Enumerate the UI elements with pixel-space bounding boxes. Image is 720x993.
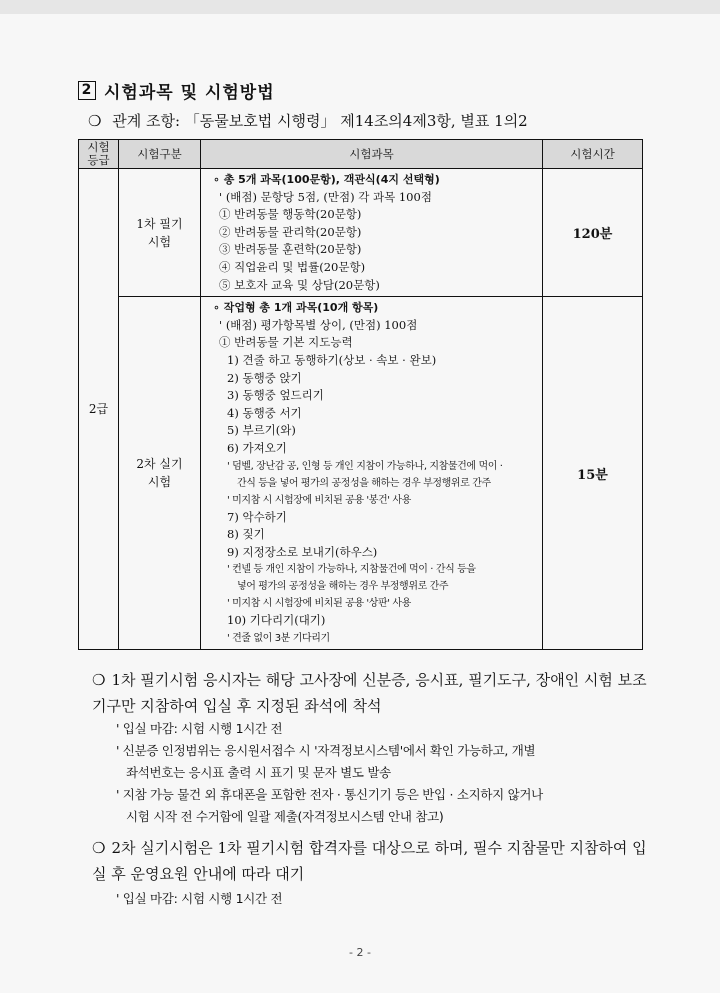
circle-bullet-icon: ❍ xyxy=(88,112,102,130)
subjects-cell xyxy=(201,297,543,650)
subject-line: 10) 기다리기(대기) xyxy=(227,613,326,628)
table-header-row xyxy=(79,140,643,169)
exam-type-cell: 1차 필기시험 xyxy=(119,169,201,297)
note-practical-exam xyxy=(92,835,652,887)
reference-text: 관계 조항: 「동물보호법 시행령」 제14조의4제3항, 별표 1의2 xyxy=(112,112,528,130)
subnote-line: ' 입실 마감: 시험 시행 1시간 전 xyxy=(116,891,283,906)
header-type: 시험구분 xyxy=(119,140,201,169)
subnote-line: ' 지참 가능 물건 외 휴대폰을 포함한 전자 · 통신기기 등은 반입 · 소지하지 않거나 xyxy=(116,787,543,802)
section-title xyxy=(78,78,275,103)
subject-line: ① 반려동물 행동학(20문항) xyxy=(219,207,362,222)
subject-line: ' 컨넬 등 개인 지참이 가능하나, 지참물건에 먹이 · 간식 등을 xyxy=(227,564,476,576)
subject-line: 간식 등을 넣어 평가의 공정성을 해하는 경우 부정행위로 간주 xyxy=(237,477,491,489)
subnotes-written-exam xyxy=(116,718,656,828)
circle-bullet-icon: ❍ xyxy=(92,839,106,857)
subject-line: 2) 동행중 앉기 xyxy=(227,370,302,385)
subject-line: ' 덤벨, 장난감 공, 인형 등 개인 지참이 가능하나, 지참물건에 먹이 · xyxy=(227,460,503,472)
top-edge xyxy=(0,0,720,14)
subject-line: 7) 악수하기 xyxy=(227,509,287,524)
note-text: 2차 실기시험은 1차 필기시험 합격자를 대상으로 하며, 필수 지참물만 지참하여 입실 후 운영요원 안내에 따라 대기 xyxy=(92,839,647,883)
subject-line: ∘ 총 5개 과목(100문항), 객관식(4지 선택형) xyxy=(213,173,440,186)
note-written-exam xyxy=(92,667,652,719)
subject-line: 9) 지정장소로 보내기(하우스) xyxy=(227,544,378,559)
subject-line: ∘ 작업형 총 1개 과목(10개 항목) xyxy=(213,301,379,315)
table-row xyxy=(79,169,643,297)
subject-line: 4) 동행중 서기 xyxy=(227,405,302,420)
subject-line: ' 견줄 없이 3분 기다리기 xyxy=(227,632,330,644)
subject-line: 6) 가져오기 xyxy=(227,440,287,455)
subject-line: 8) 짖기 xyxy=(227,527,265,542)
page-number: - 2 - xyxy=(349,946,371,959)
subnotes-practical-exam xyxy=(116,888,656,910)
header-grade: 시험등급 xyxy=(79,140,119,169)
section-title-text: 시험과목 및 시험방법 xyxy=(104,83,275,103)
subject-line: ① 반려동물 기본 지도능력 xyxy=(219,335,353,350)
subject-line: ④ 직업윤리 및 법률(20문항) xyxy=(219,259,366,274)
subject-line: ② 반려동물 관리학(20문항) xyxy=(219,224,362,239)
subnote-line: ' 신분증 인정범위는 응시원서접수 시 '자격정보시스템'에서 확인 가능하고, 개별 xyxy=(116,743,536,758)
subject-line: ' 미지참 시 시험장에 비치된 공용 '봉건' 사용 xyxy=(227,494,411,506)
subnote-line: 좌석번호는 응시표 출력 시 표기 및 문자 별도 발송 xyxy=(126,765,391,780)
note-text: 1차 필기시험 응시자는 해당 고사장에 신분증, 응시표, 필기도구, 장애인 시험 보조기구만 지참하여 입실 후 지정된 좌석에 착석 xyxy=(92,671,647,715)
section-number: 2 xyxy=(78,81,96,100)
header-subjects: 시험과목 xyxy=(201,140,543,169)
subject-line: 1) 견줄 하고 동행하기(상보 · 속보 · 완보) xyxy=(227,352,437,367)
subject-line: ' 미지참 시 시험장에 비치된 공용 '상판' 사용 xyxy=(227,598,411,610)
subnote-line: 시험 시작 전 수거함에 일괄 제출(자격정보시스템 안내 참고) xyxy=(126,809,444,824)
exam-table xyxy=(78,139,643,650)
subject-line: ' (배점) 문항당 5점, (만점) 각 과목 100점 xyxy=(219,189,432,204)
exam-time-cell: 15분 xyxy=(543,297,643,650)
subject-line: 3) 동행중 엎드리기 xyxy=(227,388,324,403)
subject-line: ⑤ 보호자 교육 및 상담(20문항) xyxy=(219,277,380,292)
exam-time-cell: 120분 xyxy=(543,169,643,297)
circle-bullet-icon: ❍ xyxy=(92,671,106,689)
subject-line: 5) 부르기(와) xyxy=(227,423,296,438)
subnote-line: ' 입실 마감: 시험 시행 1시간 전 xyxy=(116,721,283,736)
header-time: 시험시간 xyxy=(543,140,643,169)
subject-line: ' (배점) 평가항목별 상이, (만점) 100점 xyxy=(219,317,418,332)
table-row xyxy=(79,297,643,650)
reference-line xyxy=(88,110,528,131)
subject-line: 넣어 평가의 공정성을 해하는 경우 부정행위로 간주 xyxy=(237,581,449,593)
grade-cell: 2급 xyxy=(79,169,119,650)
exam-type-cell: 2차 실기시험 xyxy=(119,297,201,650)
subjects-cell xyxy=(201,169,543,297)
subject-line: ③ 반려동물 훈련학(20문항) xyxy=(219,242,362,257)
